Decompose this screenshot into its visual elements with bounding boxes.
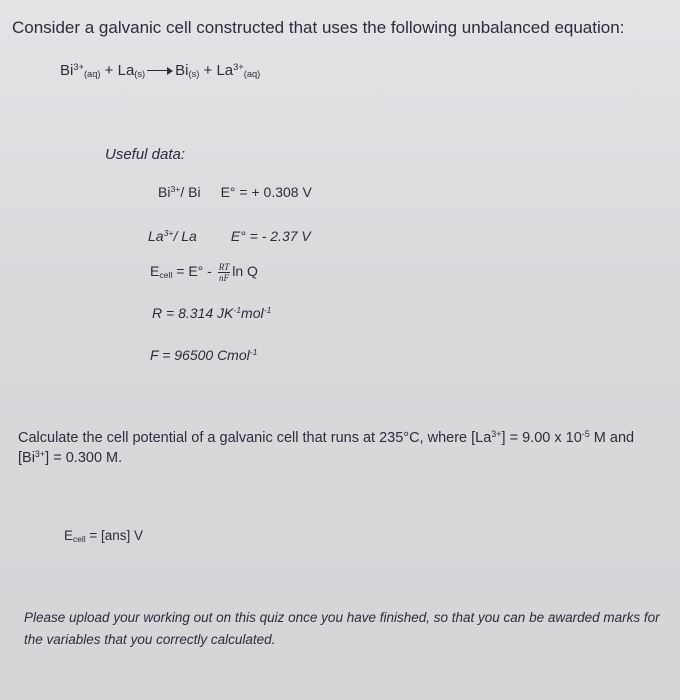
answer-subscript: cell	[73, 534, 86, 545]
task-text-4: ] = 0.300 M.	[45, 450, 123, 466]
la-potential-value: E° = - 2.37 V	[230, 228, 311, 244]
reactant-la: La	[117, 62, 135, 79]
rt-over-nf-fraction	[218, 262, 231, 283]
faraday-constant-value: F = 96500 Cmol	[150, 347, 250, 363]
la-reduction-potential	[148, 228, 311, 244]
product-la: La	[216, 62, 234, 79]
fraction-numerator: RT	[218, 262, 230, 272]
answer-value: = [ans] V	[85, 528, 143, 543]
gas-constant	[152, 305, 271, 321]
reaction-equation	[60, 62, 260, 79]
reactant-bi-charge: 3+	[73, 61, 84, 72]
faraday-constant-exp: -1	[249, 347, 258, 358]
product-bi: Bi	[175, 62, 189, 79]
task-text-3: M and [Bi	[18, 430, 635, 466]
la-couple-label: La	[148, 228, 164, 244]
bi-potential-value: E° = + 0.308 V	[220, 184, 312, 200]
task-question	[18, 428, 668, 468]
reactant-bi-state: (aq)	[83, 69, 101, 80]
reaction-arrow-icon	[147, 66, 173, 76]
bi-couple-label: Bi	[158, 184, 171, 200]
product-la-state: (aq)	[243, 69, 261, 80]
answer-field[interactable]	[64, 528, 143, 543]
plus-sign: +	[104, 62, 114, 79]
product-bi-state: (s)	[188, 69, 200, 80]
task-text-1: Calculate the cell potential of a galvanic cell that runs at 235°C, where [La	[18, 430, 492, 446]
reactant-bi: Bi	[60, 62, 74, 79]
gas-constant-value: R = 8.314 JK	[152, 305, 234, 321]
task-la-charge: 3+	[491, 429, 502, 440]
task-text-2: ] = 9.00 x 10	[501, 430, 582, 446]
bi-couple-charge: 3+	[170, 184, 181, 195]
upload-note: Please upload your working out on this quiz once you have finished, so that you can be awarded marks for the variables that you correctly calculated.	[24, 610, 660, 647]
question-intro: Consider a galvanic cell constructed that uses the following unbalanced equation:	[12, 18, 625, 37]
ecell-subscript: cell	[159, 270, 173, 281]
bi-couple-tail: / Bi	[180, 184, 201, 200]
ecell-symbol: E	[150, 263, 160, 280]
task-bi-charge: 3+	[34, 449, 46, 460]
bi-reduction-potential	[158, 184, 312, 200]
answer-symbol: E	[64, 528, 74, 543]
la-couple-charge: 3+	[163, 228, 174, 239]
plus-sign: +	[203, 62, 213, 79]
gas-constant-exp1: -1	[233, 305, 242, 316]
fraction-denominator: nF	[218, 273, 229, 283]
nernst-tail: ln Q	[232, 263, 258, 280]
nernst-middle: = E° -	[176, 263, 212, 280]
gas-constant-unit: mol	[241, 305, 264, 321]
gas-constant-exp2: -1	[263, 305, 272, 316]
reactant-la-state: (s)	[134, 69, 146, 80]
task-exponent: -5	[581, 429, 590, 440]
useful-data-heading: Useful data:	[105, 146, 186, 163]
faraday-constant	[150, 347, 257, 363]
product-la-charge: 3+	[233, 61, 244, 72]
la-couple-tail: / La	[173, 228, 197, 244]
nernst-equation	[150, 262, 258, 283]
